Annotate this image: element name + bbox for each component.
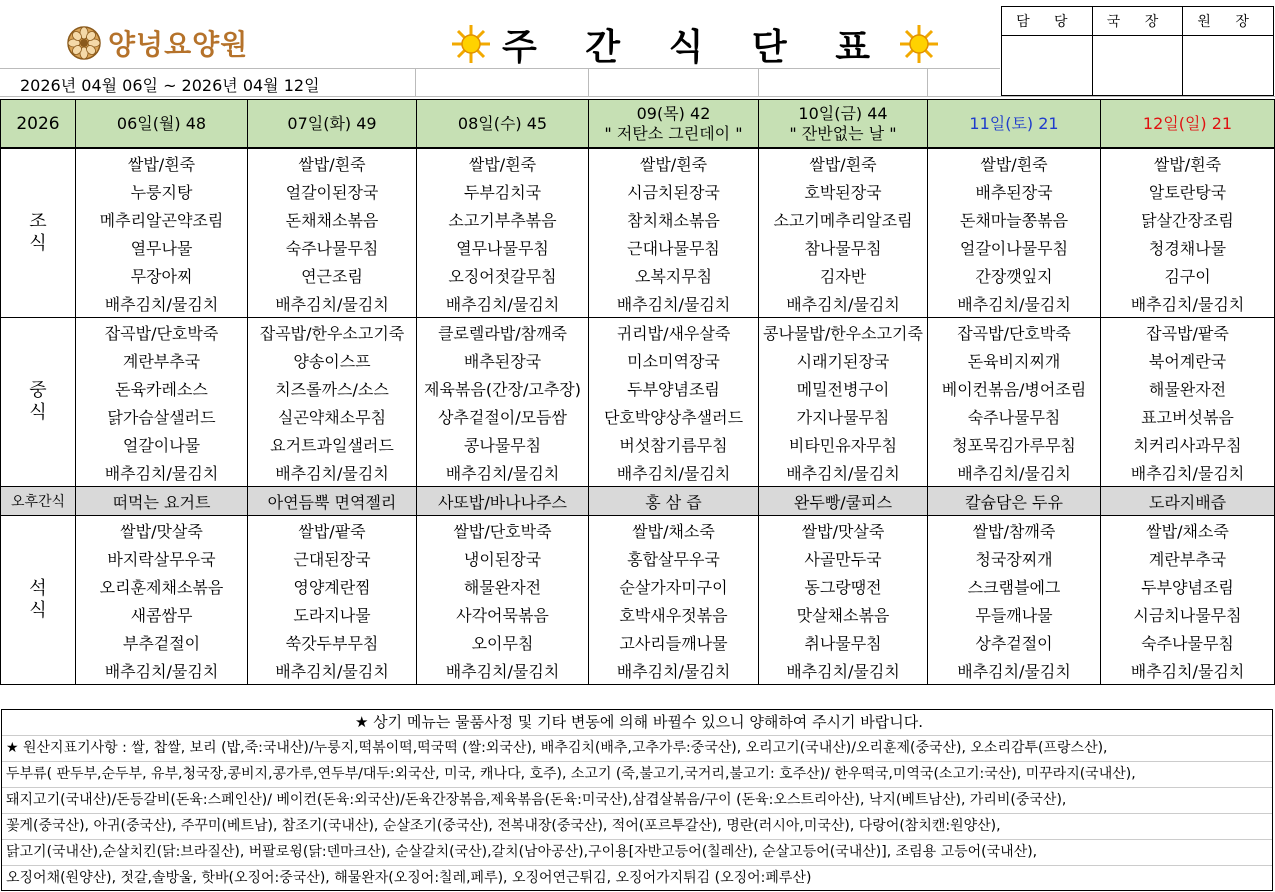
snack-item: 칼슘담은 두유: [928, 487, 1101, 516]
menu-item: 두부양념조림: [589, 374, 759, 402]
menu-item: 김자반: [759, 261, 928, 289]
menu-item: 메밀전병구이: [759, 374, 928, 402]
snack-label: 오후간식: [1, 487, 76, 516]
year-cell: 2026: [1, 100, 76, 149]
day-header-row: [1, 100, 1275, 149]
menu-item: 시금치나물무침: [1101, 600, 1275, 628]
menu-item: 호박새우젓볶음: [589, 600, 759, 628]
menu-item: 고사리들깨나물: [589, 628, 759, 656]
menu-item: 오복지무침: [589, 261, 759, 289]
header-gridline: [0, 96, 1275, 97]
page-title: [450, 20, 940, 68]
menu-item: 배추김치/물김치: [1101, 458, 1275, 487]
dinner-row: [1, 656, 1275, 685]
menu-item: 쌀밥/흰죽: [76, 148, 248, 177]
menu-item: 숙주나물무침: [928, 402, 1101, 430]
menu-item: 단호박양상추샐러드: [589, 402, 759, 430]
day-header: [928, 100, 1101, 149]
menu-item: 닭가슴살샐러드: [76, 402, 248, 430]
menu-item: 스크램블에그: [928, 572, 1101, 600]
dinner-section: [1, 516, 1275, 685]
day-header: [589, 100, 759, 149]
lunch-row: [1, 458, 1275, 487]
menu-item: 돈채채소볶음: [248, 205, 417, 233]
breakfast-row: [1, 205, 1275, 233]
snack-item: 떠먹는 요거트: [76, 487, 248, 516]
header-gridline: [588, 68, 589, 96]
menu-item: 메추리알곤약조림: [76, 205, 248, 233]
origin-note: ★ 원산지표기사항 : 쌀, 찹쌀, 보리 (밥,죽:국내산)/누룽지,떡볶이떡,떡국떡 (쌀:외국산), 배추김치(배추,고추가루:중국산), 오리고기(국내산)/오리훈제(중국산), 오소리감투(프랑스산),: [2, 735, 1272, 761]
flower-emblem-icon: [66, 25, 102, 61]
menu-item: 열무나물무침: [417, 233, 589, 261]
menu-item: 닭살간장조림: [1101, 205, 1275, 233]
menu-item: 김구이: [1101, 261, 1275, 289]
sun-icon: [898, 23, 940, 65]
origin-note: 오징어채(원양산), 젓갈,솔방울, 핫바(오징어:중국산), 해물완자(오징어:칠레,페루), 오징어연근튀김, 오징어가지튀김 (오징어:페루산): [2, 865, 1272, 891]
menu-item: 표고버섯볶음: [1101, 402, 1275, 430]
menu-item: 쌀밥/맛살죽: [76, 516, 248, 545]
menu-item: 숙주나물무침: [248, 233, 417, 261]
menu-item: 가지나물무침: [759, 402, 928, 430]
menu-item: 배추김치/물김치: [928, 289, 1101, 318]
dinner-row: [1, 600, 1275, 628]
logo: [66, 24, 248, 62]
menu-item: 영양계란찜: [248, 572, 417, 600]
menu-item: 계란부추국: [1101, 544, 1275, 572]
menu-item: 배추김치/물김치: [928, 656, 1101, 685]
title-text: 주 간 식 단 표: [502, 26, 889, 68]
menu-item: 치즈롤까스/소스: [248, 374, 417, 402]
date-range: 2026년 04월 06일 ~ 2026년 04월 12일: [20, 76, 320, 95]
menu-item: 비타민유자무침: [759, 430, 928, 458]
menu-item: 배추김치/물김치: [76, 458, 248, 487]
menu-item: 돈채마늘쫑볶음: [928, 205, 1101, 233]
menu-item: 쌀밥/흰죽: [759, 148, 928, 177]
snack-row: [1, 487, 1275, 516]
breakfast-row: [1, 177, 1275, 205]
dinner-row: [1, 544, 1275, 572]
menu-item: 동그랑땡전: [759, 572, 928, 600]
day-label: 10일(금) 44: [798, 103, 888, 123]
notes-box: [1, 709, 1273, 891]
signature-cell[interactable]: [1002, 36, 1092, 95]
menu-item: 배추김치/물김치: [417, 656, 589, 685]
menu-item: 제육볶음(간장/고추장): [417, 374, 589, 402]
menu-item: 쌀밥/흰죽: [1101, 148, 1275, 177]
breakfast-row: [1, 148, 1275, 177]
origin-note: 돼지고기(국내산)/돈등갈비(돈육:스페인산)/ 베이컨(돈육:외국산)/돈육간장볶음,제육볶음(돈육:미국산),삼겹살볶음/구이 (돈육:오스트리아산), 낙지(베트남산), 가리비(중국산),: [2, 787, 1272, 813]
menu-item: 시금치된장국: [589, 177, 759, 205]
menu-item: 콩나물무침: [417, 430, 589, 458]
menu-item: 쌀밥/흰죽: [248, 148, 417, 177]
menu-item: 청경채나물: [1101, 233, 1275, 261]
menu-item: 잡곡밥/단호박죽: [76, 318, 248, 347]
day-label: 12일(일) 21: [1142, 113, 1233, 133]
menu-item: 배추김치/물김치: [1101, 656, 1275, 685]
menu-item: 쑥갓두부무침: [248, 628, 417, 656]
menu-item: 배추김치/물김치: [589, 289, 759, 318]
menu-item: 상추겉절이/모듬쌈: [417, 402, 589, 430]
lunch-row: [1, 374, 1275, 402]
notice-text: ★ 상기 메뉴는 물품사정 및 기타 변동에 의해 바뀔수 있으니 양해하여 주시기 바랍니다.: [354, 713, 924, 731]
signature-cell[interactable]: [1182, 36, 1273, 95]
menu-item: 잡곡밥/단호박죽: [928, 318, 1101, 347]
menu-item: 청포묵김가루무침: [928, 430, 1101, 458]
menu-item: 맛살채소볶음: [759, 600, 928, 628]
breakfast-row: [1, 233, 1275, 261]
menu-item: 숙주나물무침: [1101, 628, 1275, 656]
menu-item: 배추김치/물김치: [759, 458, 928, 487]
day-header: [1101, 100, 1275, 149]
dinner-row: [1, 516, 1275, 545]
snack-section: [1, 487, 1275, 516]
menu-item: 두부양념조림: [1101, 572, 1275, 600]
approval-label: 국 장: [1092, 7, 1183, 35]
snack-item: 아연듬뿍 면역젤리: [248, 487, 417, 516]
menu-item: 쌀밥/채소죽: [589, 516, 759, 545]
menu-item: 클로렐라밥/참깨죽: [417, 318, 589, 347]
menu-item: 돈육카레소스: [76, 374, 248, 402]
snack-item: 완두빵/쿨피스: [759, 487, 928, 516]
day-label: 11일(토) 21: [969, 113, 1059, 133]
menu-item: 배추김치/물김치: [248, 289, 417, 318]
menu-item: 알토란탕국: [1101, 177, 1275, 205]
menu-item: 두부김치국: [417, 177, 589, 205]
day-header: [248, 100, 417, 149]
menu-item: 얼갈이나물: [76, 430, 248, 458]
lunch-row: [1, 430, 1275, 458]
menu-item: 쌀밥/흰죽: [589, 148, 759, 177]
lunch-label: 중 식: [1, 318, 76, 487]
menu-item: 배추김치/물김치: [759, 656, 928, 685]
lunch-row: [1, 318, 1275, 347]
lunch-section: [1, 318, 1275, 487]
header-gridline: [927, 68, 928, 96]
approval-label: 담 당: [1016, 14, 1078, 30]
menu-item: 배추김치/물김치: [417, 458, 589, 487]
menu-item: 순살가자미구이: [589, 572, 759, 600]
menu-item: 호박된장국: [759, 177, 928, 205]
menu-item: 소고기부추볶음: [417, 205, 589, 233]
menu-item: 소고기메추리알조림: [759, 205, 928, 233]
menu-item: 쌀밥/흰죽: [417, 148, 589, 177]
menu-item: 베이컨볶음/병어조림: [928, 374, 1101, 402]
day-header: [417, 100, 589, 149]
menu-item: 근대된장국: [248, 544, 417, 572]
menu-item: 배추김치/물김치: [248, 656, 417, 685]
menu-item: 잡곡밥/팥죽: [1101, 318, 1275, 347]
menu-item: 귀리밥/새우살죽: [589, 318, 759, 347]
menu-item: 배추된장국: [928, 177, 1101, 205]
menu-item: 시래기된장국: [759, 346, 928, 374]
menu-item: 무장아찌: [76, 261, 248, 289]
menu-item: 콩나물밥/한우소고기죽: [759, 318, 928, 347]
approval-box: [1001, 6, 1274, 96]
origin-note: 꽃게(중국산), 아귀(중국산), 주꾸미(베트남), 참조기(국내산), 순살조기(중국산), 전복내장(중국산), 적어(포르투갈산), 명란(러시아,미국산), 다랑어(참치캔:원양산),: [2, 813, 1272, 839]
snack-item: 홍 삼 즙: [589, 487, 759, 516]
day-header: [76, 100, 248, 149]
menu-item: 쌀밥/팥죽: [248, 516, 417, 545]
day-theme: " 저탄소 그린데이 ": [604, 123, 743, 143]
origin-note: 닭고기(국내산),순살치킨(닭:브라질산), 버팔로윙(닭:덴마크산), 순살갈치(국산),갈치(남아공산),구이용[자반고등어(칠레산), 순살고등어(국내산)], 조림용 고등어(국내산),: [2, 839, 1272, 865]
menu-item: 간장깻잎지: [928, 261, 1101, 289]
menu-item: 배추김치/물김치: [248, 458, 417, 487]
day-theme: " 잔반없는 날 ": [789, 123, 897, 143]
menu-item: 얼갈이된장국: [248, 177, 417, 205]
menu-item: 오징어젓갈무침: [417, 261, 589, 289]
breakfast-row: [1, 289, 1275, 318]
menu-item: 배추김치/물김치: [417, 289, 589, 318]
logo-text: 양넝요양원: [108, 28, 249, 61]
menu-item: 배추김치/물김치: [589, 458, 759, 487]
menu-item: 양송이스프: [248, 346, 417, 374]
menu-item: 바지락살무우국: [76, 544, 248, 572]
menu-item: 참나물무침: [759, 233, 928, 261]
sun-icon: [450, 23, 492, 65]
menu-item: 치커리사과무침: [1101, 430, 1275, 458]
dinner-row: [1, 572, 1275, 600]
day-label: 07일(화) 49: [287, 113, 377, 133]
menu-item: 쌀밥/흰죽: [928, 148, 1101, 177]
menu-item: 배추김치/물김치: [76, 289, 248, 318]
lunch-row: [1, 402, 1275, 430]
day-label: 06일(월) 48: [116, 113, 207, 133]
menu-item: 쌀밥/맛살죽: [759, 516, 928, 545]
menu-item: 무들깨나물: [928, 600, 1101, 628]
day-header: [759, 100, 928, 149]
menu-item: 버섯참기름무침: [589, 430, 759, 458]
day-label: 08일(수) 45: [457, 113, 548, 133]
breakfast-section: [1, 148, 1275, 318]
menu-item: 해물완자전: [1101, 374, 1275, 402]
breakfast-label: 조 식: [1, 148, 76, 318]
menu-item: 돈육비지찌개: [928, 346, 1101, 374]
menu-item: 배추김치/물김치: [759, 289, 928, 318]
menu-item: 홍합살무우국: [589, 544, 759, 572]
breakfast-row: [1, 261, 1275, 289]
menu-item: 취나물무침: [759, 628, 928, 656]
menu-item: 사각어묵볶음: [417, 600, 589, 628]
menu-item: 계란부추국: [76, 346, 248, 374]
menu-item: 요거트과일샐러드: [248, 430, 417, 458]
lunch-row: [1, 346, 1275, 374]
menu-item: 도라지나물: [248, 600, 417, 628]
menu-item: 배추김치/물김치: [589, 656, 759, 685]
menu-item: 얼갈이나물무침: [928, 233, 1101, 261]
snack-item: 사또밥/바나나주스: [417, 487, 589, 516]
dinner-row: [1, 628, 1275, 656]
menu-item: 냉이된장국: [417, 544, 589, 572]
day-label: 09(목) 42: [636, 103, 711, 123]
menu-item: 배추김치/물김치: [1101, 289, 1275, 318]
snack-item: 도라지배즙: [1101, 487, 1275, 516]
menu-item: 미소미역장국: [589, 346, 759, 374]
menu-item: 오리훈제채소볶음: [76, 572, 248, 600]
menu-item: 사골만두국: [759, 544, 928, 572]
origin-note: 두부류( 판두부,순두부, 유부,청국장,콩비지,콩가루,연두부/대두:외국산, 미국, 캐나다, 호주), 소고기 (죽,불고기,국거리,불고기: 호주산)/ 한우떡국,미역국(소고기:국산), 미꾸라지(국내산),: [2, 761, 1272, 787]
menu-item: 배추된장국: [417, 346, 589, 374]
menu-item: 배추김치/물김치: [76, 656, 248, 685]
menu-item: 부추겉절이: [76, 628, 248, 656]
approval-label: 원 장: [1182, 7, 1273, 35]
signature-cell[interactable]: [1092, 36, 1183, 95]
menu-table: [0, 99, 1275, 685]
menu-item: 상추겉절이: [928, 628, 1101, 656]
dinner-label: 석 식: [1, 516, 76, 685]
menu-item: 쌀밥/단호박죽: [417, 516, 589, 545]
menu-item: 해물완자전: [417, 572, 589, 600]
menu-item: 쌀밥/참깨죽: [928, 516, 1101, 545]
menu-item: 새콤쌈무: [76, 600, 248, 628]
menu-item: 누룽지탕: [76, 177, 248, 205]
menu-item: 근대나물무침: [589, 233, 759, 261]
menu-item: 오이무침: [417, 628, 589, 656]
menu-item: 쌀밥/채소죽: [1101, 516, 1275, 545]
menu-item: 잡곡밥/한우소고기죽: [248, 318, 417, 347]
menu-item: 참치채소볶음: [589, 205, 759, 233]
header-gridline: [415, 68, 416, 96]
menu-item: 연근조림: [248, 261, 417, 289]
menu-item: 실곤약채소무침: [248, 402, 417, 430]
menu-item: 배추김치/물김치: [928, 458, 1101, 487]
menu-item: 청국장찌개: [928, 544, 1101, 572]
header-gridline: [758, 68, 759, 96]
menu-item: 열무나물: [76, 233, 248, 261]
menu-item: 북어계란국: [1101, 346, 1275, 374]
